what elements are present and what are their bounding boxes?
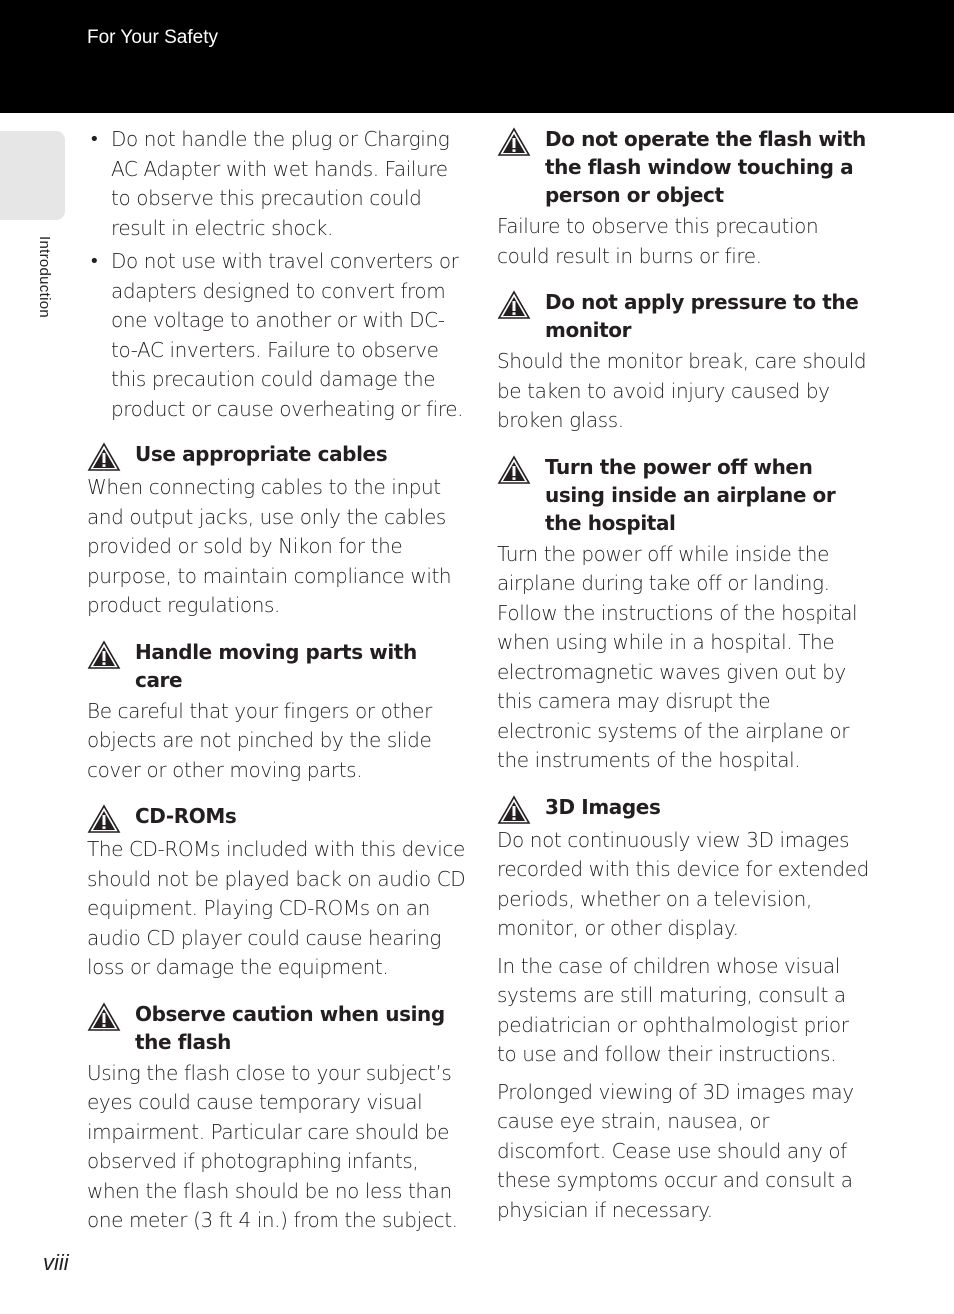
section-flash-window: [497, 125, 869, 271]
section-heading-text: Observe caution when using the flash: [135, 1001, 445, 1054]
section-heading-text: CD-ROMs: [135, 804, 237, 828]
page-number: viii: [43, 1250, 69, 1275]
warning-triangle-icon: [497, 290, 531, 320]
right-column: [497, 125, 869, 1225]
warning-triangle-icon: [497, 795, 531, 825]
list-item: [87, 247, 467, 424]
bullet-text: Do not use with travel converters or adapters designed to convert from one voltage to another or with DC-to-AC inverters. Failure to observe this precaution could damage the product or cause overheating or fire.: [111, 249, 464, 421]
section-flash-caution: [87, 1000, 467, 1236]
section-cd-roms: [87, 802, 467, 983]
section-paragraph: Should the monitor break, care should be taken to avoid injury caused by broken glass.: [497, 349, 867, 432]
section-paragraph: Be careful that your fingers or other objects are not pinched by the slide cover or other moving parts.: [87, 698, 432, 782]
section-paragraph: Prolonged viewing of 3D images may cause eye strain, nausea, or discomfort. Cease use should any of these symptoms occur and consult a physician if necessary.: [497, 1079, 854, 1222]
section-paragraph: In the case of children whose visual systems are still maturing, consult a pediatrician or ophthalmologist prior to use and follow their instructions.: [497, 953, 849, 1066]
section-heading-text: Do not apply pressure to the monitor: [545, 290, 859, 342]
section-heading: [497, 125, 869, 209]
section-paragraph: Failure to observe this precaution could result in burns or fire.: [497, 214, 819, 268]
section-heading: [497, 288, 869, 344]
side-tab-label: Introduction: [36, 236, 53, 318]
warning-triangle-icon: [87, 1002, 121, 1032]
section-monitor-pressure: [497, 288, 869, 436]
section-heading-text: Do not operate the flash with the flash window touching a person or object: [545, 127, 866, 207]
section-heading-text: 3D Images: [545, 794, 661, 819]
section-heading: [497, 453, 869, 537]
section-heading: [87, 802, 467, 832]
warning-triangle-icon: [87, 640, 121, 670]
header-title: For Your Safety: [87, 27, 218, 48]
section-paragraph: Using the flash close to your subject’s eyes could cause temporary visual impairment. Particular care should be observed if photographing infants, when the flash should be no less than one meter (3 ft 4 in.) from the subject.: [87, 1060, 458, 1232]
section-airplane-hospital: [497, 453, 869, 776]
section-3d-images: [497, 793, 869, 1226]
section-paragraph: The CD-ROMs included with this device should not be played back on audio CD equipment. Playing CD-ROMs on an audio CD player could cause hearing loss or damage the equipment.: [87, 837, 466, 979]
section-moving-parts: [87, 638, 467, 786]
section-paragraph: Do not continuously view 3D images recorded with this device for extended periods, whether on a television, monitor, or other display.: [497, 827, 869, 940]
section-heading-text: Turn the power off when using inside an airplane or the hospital: [545, 454, 836, 535]
left-column: [87, 125, 467, 1236]
section-heading-text: Use appropriate cables: [135, 442, 388, 466]
list-item: [87, 125, 467, 243]
section-paragraph: When connecting cables to the input and output jacks, use only the cables provided or sold by Nikon for the purpose, to maintain compliance with product regulations.: [87, 475, 452, 617]
bullet-icon: •: [89, 251, 100, 272]
section-heading: [497, 793, 869, 823]
bullet-list: [87, 125, 467, 424]
section-heading: [87, 440, 467, 470]
bullet-icon: •: [89, 129, 100, 150]
section-heading: [87, 1000, 467, 1056]
warning-triangle-icon: [497, 127, 531, 157]
section-appropriate-cables: [87, 440, 467, 621]
bullet-text: Do not handle the plug or Charging AC Adapter with wet hands. Failure to observe this precaution could result in electric shock.: [111, 127, 450, 240]
side-tab[interactable]: [0, 131, 65, 220]
warning-triangle-icon: [87, 442, 121, 472]
warning-triangle-icon: [87, 804, 121, 834]
section-paragraph: Turn the power off while inside the airplane during take off or landing. Follow the instructions of the hospital when using while in a hospital. The electromagnetic waves given out by this camera may disrupt the electronic systems of the airplane or the instruments of the hospital.: [497, 541, 858, 772]
header-bar: [0, 0, 954, 113]
warning-triangle-icon: [497, 455, 531, 485]
section-heading: [87, 638, 467, 694]
section-heading-text: Handle moving parts with care: [135, 639, 417, 692]
